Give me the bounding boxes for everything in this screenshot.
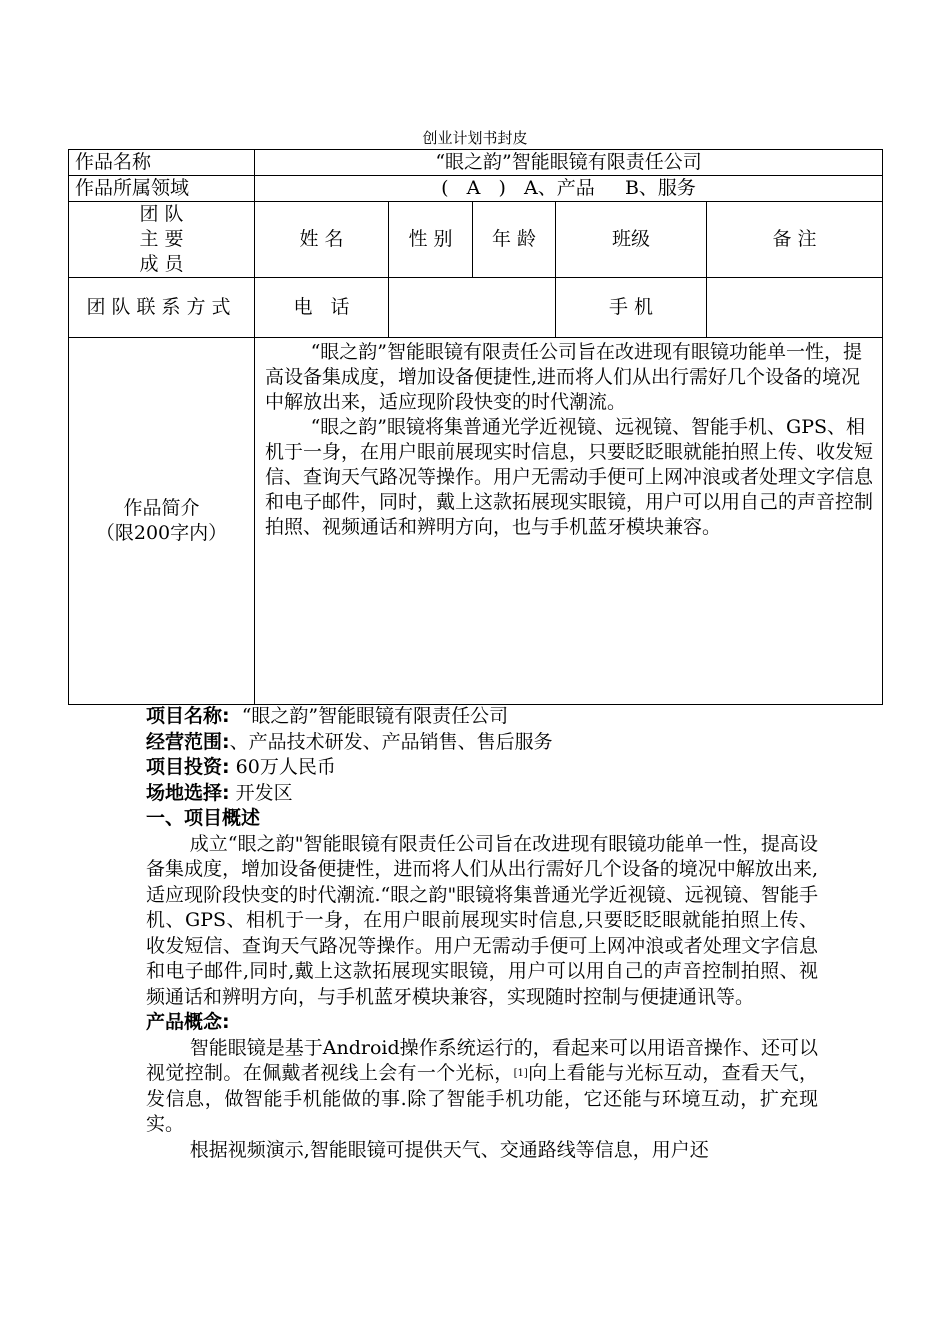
- scope-label: 经营范围:: [146, 730, 230, 753]
- project-name-value: “眼之韵”智能眼镜有限责任公司: [241, 705, 509, 727]
- site-value: 开发区: [235, 781, 293, 804]
- cover-title: 创业计划书封皮: [422, 129, 528, 147]
- col-gender-header: 性 别: [389, 202, 473, 278]
- scope-value: 、产品技术研发、产品销售、售后服务: [229, 730, 553, 753]
- demo-paragraph: 根据视频演示,智能眼镜可提供天气、交通路线等信息，用户还: [189, 1138, 709, 1161]
- work-name-value: “眼之韵”智能眼镜有限责任公司: [255, 150, 883, 176]
- team-label-line3: 成 员: [139, 253, 184, 275]
- footnote-marker[interactable]: [1]: [513, 1068, 528, 1079]
- col-name-header: 姓 名: [255, 202, 389, 278]
- project-name-line: [146, 704, 818, 730]
- intro-label: [69, 338, 255, 705]
- team-label-line1: 团 队: [139, 203, 184, 225]
- project-name-label: 项目名称:: [146, 705, 230, 727]
- concept-heading: 产品概念:: [146, 1011, 230, 1033]
- contact-label: 团队联系方式: [69, 278, 255, 338]
- field-value: ( A ) A、产品 B、服务: [255, 176, 883, 202]
- intro-paragraph-2: “眼之韵”眼镜将集普通光学近视镜、远视镜、智能手机、GPS、相机于一身，在用户眼前展现实时信息，只要眨眨眼就能拍照上传、收发短信、查询天气路况等操作。用户无需动手便可上网冲浪或者处理文字信息和电子邮件，同时，戴上这款拓展现实眼镜，用户可以用自己的声音控制拍照、视频通话和辨明方向，也与手机蓝牙模块兼容。: [265, 416, 874, 538]
- mobile-label: 手 机: [556, 278, 707, 338]
- intro-content: [255, 338, 883, 705]
- col-class-header: 班级: [556, 202, 707, 278]
- site-label: 场地选择:: [146, 781, 230, 804]
- overview-paragraph: 成立“眼之韵"智能眼镜有限责任公司旨在改进现有眼镜功能单一性，提高设备集成度，增加设备便捷性，进而将人们从出行需好几个设备的境况中解放出来,适应现阶段快变的时代潮流.“眼之韵"眼镜将集普通光学近视镜、远视镜、智能手机、GPS、相机于一身，在用户眼前展现实时信息,只要眨眨眼就能拍照上传、收发短信、查询天气路况等操作。用户无需动手便可上网冲浪或者处理文字信息和电子邮件,同时,戴上这款拓展现实眼镜，用户可以用自己的声音控制拍照、视频通话和辨明方向，与手机蓝牙模块兼容，实现随时控制与便捷通讯等。: [146, 832, 818, 1008]
- investment-label: 项目投资:: [146, 756, 230, 778]
- scope-line: [146, 730, 818, 756]
- concept-text-a: 智能眼镜是基于Android操作系统运行的，看起来可以用语音操作、还可以视觉控制。在佩戴者视线上会有一个光标，: [146, 1036, 818, 1084]
- phone-value-cell: [389, 278, 556, 338]
- team-label: [69, 202, 255, 278]
- intro-paragraph-1: “眼之韵”智能眼镜有限责任公司旨在改进现有眼镜功能单一性，提高设备集成度，增加设备便捷性,进而将人们从出行需好几个设备的境况中解放出来，适应现阶段快变的时代潮流。: [265, 341, 863, 413]
- intro-label-line1: 作品简介: [123, 497, 200, 519]
- col-note-header: 备 注: [707, 202, 883, 278]
- investment-value: 60万人民币: [235, 756, 336, 778]
- document-body: [146, 704, 818, 1163]
- intro-label-line2: （限200字内）: [95, 522, 228, 544]
- col-age-header: 年 龄: [473, 202, 556, 278]
- overview-heading: 一、项目概述: [146, 807, 261, 829]
- concept-paragraph: [146, 1036, 818, 1138]
- cover-table: [68, 149, 883, 705]
- investment-line: [146, 755, 818, 781]
- work-name-label: 作品名称: [69, 150, 255, 176]
- mobile-value-cell: [707, 278, 883, 338]
- concept-text-b: 向上看能与光标互动，查看天气，发信息，做智能手机能做的事.除了智能手机功能，它还能与环境互动，扩充现实。: [146, 1062, 818, 1135]
- field-label: 作品所属领域: [69, 176, 255, 202]
- team-label-line2: 主 要: [139, 228, 184, 250]
- site-line: [146, 781, 818, 807]
- phone-label: 电 话: [255, 278, 389, 338]
